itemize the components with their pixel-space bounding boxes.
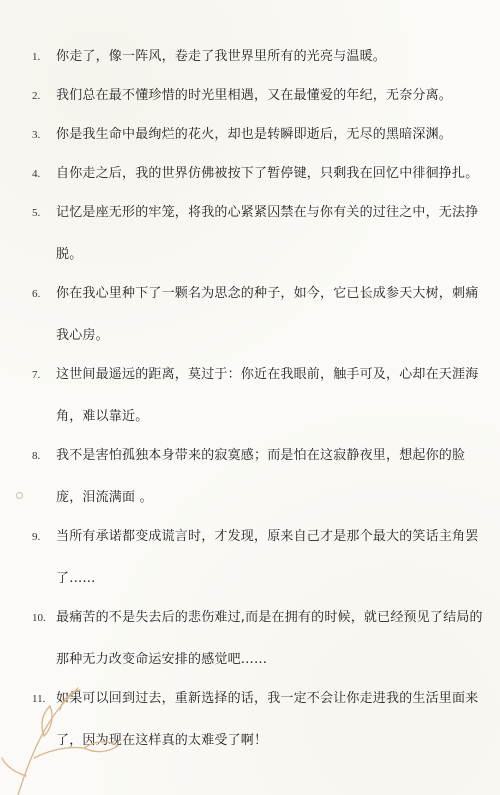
item-text	[56, 122, 472, 148]
item-line: 这世间最遥远的距离，莫过于：你近在我眼前，触手可及，心却在天涯海	[56, 367, 479, 382]
item-number: 2.	[32, 90, 41, 102]
item-text	[56, 686, 478, 754]
item-line: 庞，泪流满面 。	[56, 490, 153, 505]
item-number: 5.	[32, 207, 41, 219]
item-line: 自你走之后，我的世界仿佛被按下了暂停键，只剩我在回忆中徘徊挣扎。	[56, 166, 479, 181]
list-item	[32, 524, 479, 592]
list-item	[32, 362, 479, 430]
item-text	[56, 200, 478, 268]
item-number: 10.	[32, 612, 46, 624]
item-line: 你是我生命中最绚烂的花火，却也是转瞬即逝后，无尽的黑暗深渊。	[56, 127, 453, 142]
item-line: 你走了，像一阵风，卷走了我世界里所有的光亮与温暖。	[56, 49, 387, 64]
item-line: 最痛苦的不是失去后的悲伤难过,而是在拥有的时候，就已经预见了结局的	[56, 610, 483, 625]
item-line: 我心房。	[56, 328, 109, 343]
item-line: 如果可以回到过去，重新选择的话，我一定不会让你走进我的生活里面来	[56, 691, 479, 706]
item-line: 我们总在最不懂珍惜的时光里相遇，又在最懂爱的年纪，无奈分离。	[56, 88, 453, 103]
item-number: 3.	[32, 129, 41, 141]
list-item	[32, 281, 479, 349]
item-text	[56, 362, 478, 430]
list-item	[32, 83, 472, 109]
item-text	[56, 44, 472, 70]
item-number: 6.	[32, 288, 41, 300]
item-line: 当所有承诺都变成谎言时，才发现，原来自己才是那个最大的笑话主角罢	[56, 529, 479, 544]
decorative-dot	[364, 291, 371, 298]
item-line: 那种无力改变命运安排的感觉吧……	[56, 652, 268, 667]
decorative-dot	[16, 492, 23, 499]
list-item	[32, 605, 483, 673]
item-number: 1.	[32, 51, 41, 63]
item-number: 7.	[32, 369, 41, 381]
item-text	[56, 605, 483, 673]
item-text	[56, 524, 478, 592]
item-line: 我不是害怕孤独本身带来的寂寞感；而是怕在这寂静夜里，想起你的脸	[56, 448, 466, 463]
item-line: 记忆是座无形的牢笼，将我的心紧紧囚禁在与你有关的过往之中，无法挣	[56, 205, 479, 220]
item-text	[56, 83, 472, 109]
item-line: 你在我心里种下了一颗名为思念的种子，如今，它已长成参天大树，刺痛	[56, 286, 479, 301]
item-number: 9.	[32, 531, 41, 543]
list-item	[32, 200, 479, 268]
item-text	[56, 161, 478, 187]
item-number: 8.	[32, 450, 41, 462]
item-line: 脱。	[56, 247, 83, 262]
list-item	[32, 161, 479, 187]
quote-list	[32, 44, 483, 767]
list-item	[32, 443, 472, 511]
item-number: 11.	[32, 693, 46, 705]
item-line: 角，难以靠近。	[56, 409, 149, 424]
item-line: 了，因为现在这样真的太难受了啊！	[56, 733, 268, 748]
list-item	[32, 686, 479, 754]
item-number: 4.	[32, 168, 41, 180]
item-text	[56, 281, 478, 349]
list-item	[32, 122, 472, 148]
item-text	[56, 443, 472, 511]
item-line: 了……	[56, 571, 96, 586]
list-item	[32, 44, 472, 70]
